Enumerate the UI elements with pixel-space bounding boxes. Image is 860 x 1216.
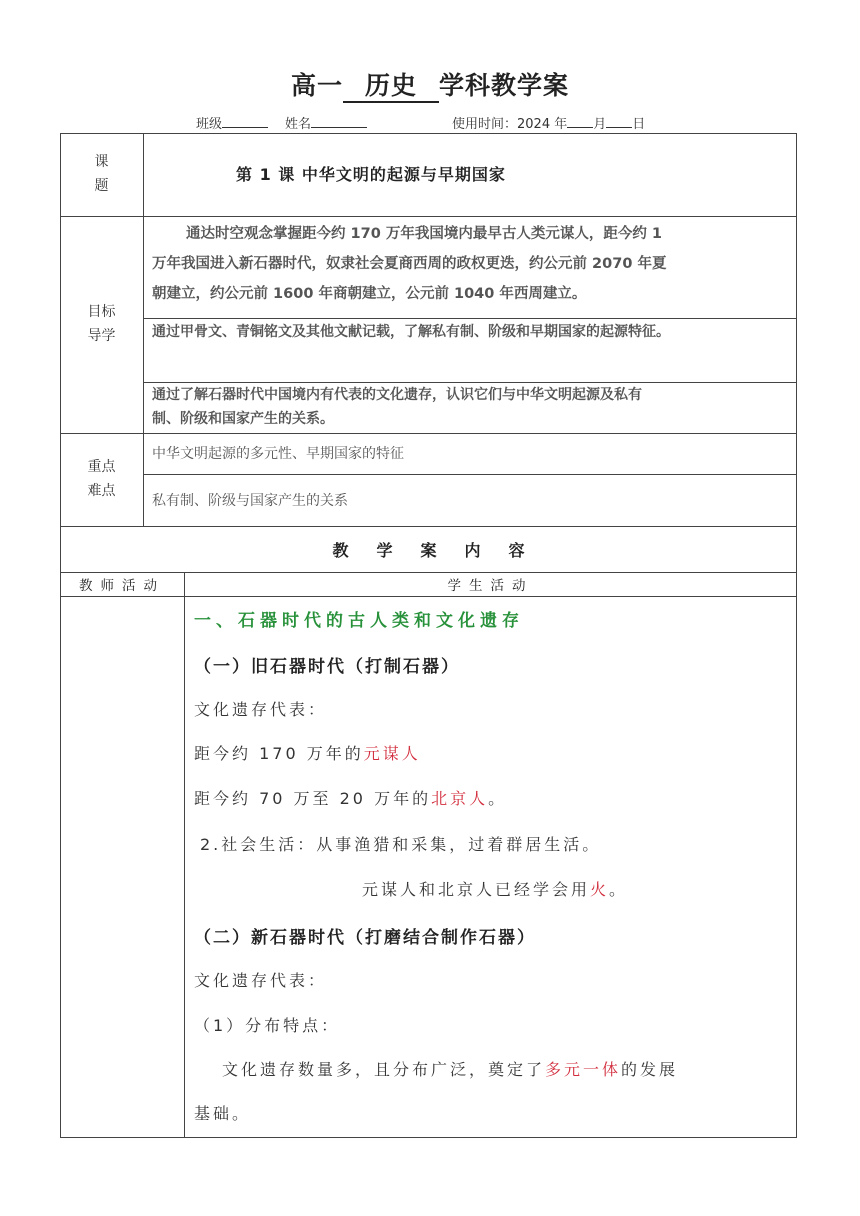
row-divider <box>60 596 797 597</box>
day-label: 日 <box>632 117 646 132</box>
teacher-activity-header: 教师活动 <box>79 578 165 594</box>
class-field <box>196 113 268 132</box>
col-divider <box>143 133 144 526</box>
objectives-label-line1: 目标 <box>87 304 116 320</box>
date-label: 使用时间：2024 年 <box>452 117 568 132</box>
row-divider <box>143 474 797 475</box>
objective-1-line1: 通达时空观念掌握距今约 170 万年我国境内最早古人类元谋人，距今约 1 <box>186 226 662 242</box>
objective-1 <box>152 219 792 309</box>
distribution-line-1 <box>222 1057 678 1080</box>
distribution-prefix: 文化遗存数量多，且分布广泛，奠定了 <box>222 1060 546 1079</box>
key-points-label-line1: 重点 <box>87 459 116 475</box>
row-divider <box>60 433 797 434</box>
peking-suffix: 。 <box>488 789 508 808</box>
objective-3-line1: 通过了解石器时代中国境内有代表的文化遗存，认识它们与中华文明起源及私有 <box>152 387 642 403</box>
class-label: 班级 <box>196 117 223 132</box>
class-blank[interactable] <box>222 114 268 128</box>
distribution-line-2: 基础。 <box>194 1104 252 1123</box>
objective-3 <box>152 383 792 431</box>
document-title <box>0 66 860 103</box>
row-divider <box>60 216 797 217</box>
title-suffix: 学科教学案 <box>439 71 570 100</box>
fire-suffix: 。 <box>609 880 629 899</box>
content-section-title: 教学案内容 <box>332 541 553 560</box>
name-blank[interactable] <box>311 114 367 128</box>
month-blank[interactable] <box>567 114 593 128</box>
day-blank[interactable] <box>606 114 632 128</box>
topic-label <box>60 150 143 198</box>
objective-2: 通过甲骨文、青铜铭文及其他文献记载，了解私有制、阶级和早期国家的起源特征。 <box>152 324 670 340</box>
name-label: 姓名 <box>285 117 312 132</box>
objective-3-line2: 制、阶级和国家产生的关系。 <box>152 411 334 427</box>
key-point: 中华文明起源的多元性、早期国家的特征 <box>152 446 404 462</box>
cultural-relics-line: 文化遗存代表： <box>194 700 328 719</box>
month-label: 月 <box>593 117 607 132</box>
fire-prefix: 元谋人和北京人已经学会用 <box>362 880 591 899</box>
col-divider <box>184 572 185 1138</box>
difficult-point: 私有制、阶级与国家产生的关系 <box>152 493 348 509</box>
yuanmou-prefix: 距今约 170 万年的 <box>194 744 364 763</box>
objectives-label <box>60 300 143 348</box>
sub-neolithic: （二）新石器时代（打磨结合制作石器） <box>194 928 536 948</box>
lesson-title: 第 1 课 中华文明的起源与早期国家 <box>236 165 506 184</box>
key-points-label <box>60 455 143 503</box>
distribution-title: （1）分布特点： <box>194 1016 341 1035</box>
topic-label-line2: 题 <box>94 178 109 194</box>
peking-line <box>194 786 507 809</box>
objective-1-line3: 朝建立，约公元前 1600 年商朝建立，公元前 1040 年西周建立。 <box>152 286 587 302</box>
peking-term: 北京人 <box>431 789 489 808</box>
row-divider <box>60 572 797 573</box>
objective-1-line2: 万年我国进入新石器时代，奴隶社会夏商西周的政权更迭，约公元前 2070 年夏 <box>152 256 667 272</box>
heading-stone-age <box>194 606 524 631</box>
fire-line <box>362 877 628 900</box>
yuanmou-line <box>194 741 421 764</box>
cultural-relics-line-2: 文化遗存代表： <box>194 971 328 990</box>
social-life-line: 2.社会生活：从事渔猎和采集，过着群居生活。 <box>200 835 602 854</box>
name-field <box>285 113 367 132</box>
distribution-term: 多元一体 <box>545 1060 622 1079</box>
objectives-label-line2: 导学 <box>87 328 116 344</box>
student-activity-header: 学生活动 <box>447 578 534 594</box>
key-points-label-line2: 难点 <box>87 483 116 499</box>
sub-paleolithic: （一）旧石器时代（打制石器） <box>194 657 460 677</box>
subject-text: 历史 <box>364 71 417 100</box>
topic-label-line1: 课 <box>94 154 109 170</box>
distribution-suffix: 的发展 <box>621 1060 679 1079</box>
fire-term: 火 <box>590 880 610 899</box>
peking-prefix: 距今约 70 万至 20 万年的 <box>194 789 432 808</box>
date-field <box>452 113 645 132</box>
yuanmou-term: 元谋人 <box>363 744 421 763</box>
subject-blank <box>343 71 439 103</box>
row-divider <box>60 526 797 527</box>
title-prefix: 高一 <box>290 71 343 100</box>
heading-stone-age-text: 一、石器时代的古人类和文化遗存 <box>194 611 524 631</box>
